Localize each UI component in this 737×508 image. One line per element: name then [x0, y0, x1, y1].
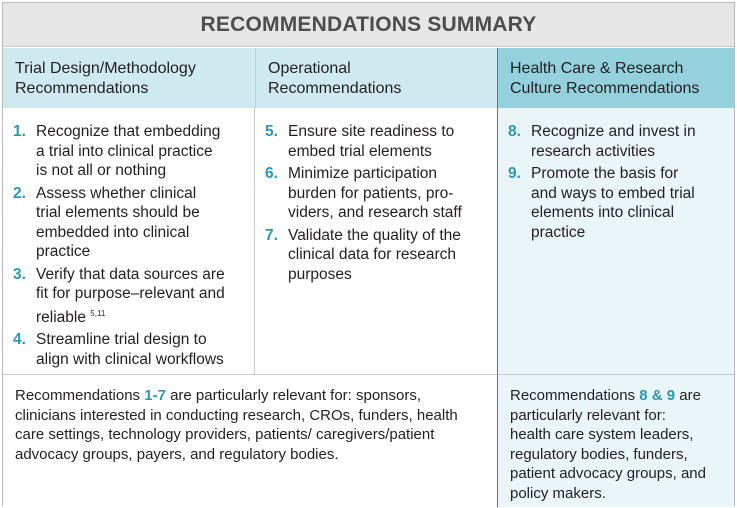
recommendation-number: 5.: [265, 123, 278, 140]
recommendation-item: [508, 122, 724, 161]
footer-text: are: [675, 387, 701, 404]
column-trial-design: [3, 108, 255, 374]
summary-title: RECOMMENDATIONS SUMMARY: [200, 12, 537, 36]
footer-highlight: 8 & 9: [639, 387, 676, 404]
recommendation-item: [265, 164, 487, 223]
text-line: embedded into clinical: [36, 223, 190, 241]
recommendation-text: [288, 164, 487, 223]
text-line: Minimize participation: [288, 165, 438, 182]
recommendation-text: [36, 330, 244, 369]
recommendation-item: [13, 122, 244, 181]
text-line: elements into clinical: [531, 204, 675, 221]
text-line: Validate the quality of the: [288, 226, 461, 244]
header-health-care-culture: [497, 48, 734, 108]
recommendation-item: [13, 265, 244, 328]
recommendation-item: [13, 330, 244, 369]
title-bar: [3, 3, 734, 47]
text-line: is not all or nothing: [36, 162, 167, 179]
text-line: [36, 304, 244, 328]
recommendation-item: [265, 226, 487, 285]
citation-superscript: 5,11: [90, 308, 106, 318]
text-line: Verify that data sources are: [36, 265, 225, 283]
text-line: regulatory bodies, funders,: [510, 445, 688, 463]
recommendation-number: 1.: [13, 123, 26, 140]
text-line: [15, 386, 485, 406]
text-line-part: reliable: [36, 308, 86, 326]
recommendation-item: [265, 122, 487, 161]
recommendation-text: [36, 184, 244, 262]
text-line: purposes: [288, 265, 352, 283]
recommendation-text: [36, 265, 244, 328]
recommendation-text: [531, 122, 724, 161]
text-line: Recognize that embedding: [36, 123, 221, 140]
footer-relevance-8-9: [497, 374, 734, 507]
header-trial-design: [3, 48, 255, 108]
footer-relevance-1-7: [3, 374, 497, 507]
text-line: clinicians interested in conducting research, CROs, funders, health: [15, 406, 458, 424]
text-line: embed trial elements: [288, 142, 432, 160]
recommendation-number: 9.: [508, 165, 521, 182]
text-line: [510, 386, 722, 406]
text-line: Assess whether clinical: [36, 184, 197, 202]
text-line: burden for patients, pro-: [288, 184, 454, 202]
footer-prefix: Recommendations: [15, 387, 145, 404]
recommendation-number: 7.: [265, 226, 278, 244]
text-line: practice: [36, 243, 91, 260]
text-line: a trial into clinical practice: [36, 142, 213, 160]
text-line: Streamline trial design to: [36, 331, 207, 348]
header-line: Operational: [268, 60, 351, 77]
text-line: Ensure site readiness to: [288, 123, 455, 140]
recommendation-number: 8.: [508, 123, 521, 140]
text-line: fit for purpose–relevant and: [36, 285, 225, 302]
recommendation-item: [13, 184, 244, 262]
recommendation-text: [288, 226, 487, 285]
text-line: care settings, technology providers, patients/ caregivers/patient: [15, 426, 435, 443]
header-line: Recommendations: [268, 80, 402, 97]
text-line: practice: [531, 223, 586, 241]
text-line: clinical data for research: [288, 246, 456, 263]
footer-prefix: Recommendations: [510, 387, 640, 404]
text-line: trial elements should be: [36, 204, 200, 221]
recommendation-number: 4.: [13, 331, 26, 348]
footer-highlight: 1-7: [144, 387, 166, 404]
text-line: align with clinical workflows: [36, 350, 224, 368]
recommendation-text: [36, 122, 244, 181]
text-line: and ways to embed trial: [531, 184, 695, 202]
text-line: particularly relevant for:: [510, 406, 666, 424]
text-line: research activities: [531, 142, 656, 160]
text-line: health care system leaders,: [510, 426, 694, 443]
recommendation-number: 3.: [13, 265, 26, 283]
text-line: advocacy groups, payers, and regulatory bodies.: [15, 445, 339, 463]
recommendation-number: 6.: [265, 165, 278, 182]
recommendation-text: [531, 164, 724, 242]
header-operational: [255, 48, 497, 108]
text-line: policy makers.: [510, 484, 606, 502]
recommendation-item: [508, 164, 724, 242]
footer-text: are particularly relevant for: sponsors,: [165, 387, 422, 404]
recommendations-summary-table: [2, 2, 735, 506]
text-line: patient advocacy groups, and: [510, 465, 706, 482]
header-line: Trial Design/Methodology: [15, 60, 196, 77]
column-operational: [255, 108, 497, 374]
recommendation-text: [288, 122, 487, 161]
text-line: Recognize and invest in: [531, 123, 696, 140]
text-line: Promote the basis for: [531, 165, 679, 182]
header-line: Health Care & Research: [510, 60, 684, 77]
header-line: Culture Recommendations: [510, 80, 700, 97]
column-health-care-culture: [497, 108, 734, 374]
recommendation-number: 2.: [13, 184, 26, 202]
header-line: Recommendations: [15, 80, 149, 97]
text-line: viders, and research staff: [288, 204, 462, 221]
